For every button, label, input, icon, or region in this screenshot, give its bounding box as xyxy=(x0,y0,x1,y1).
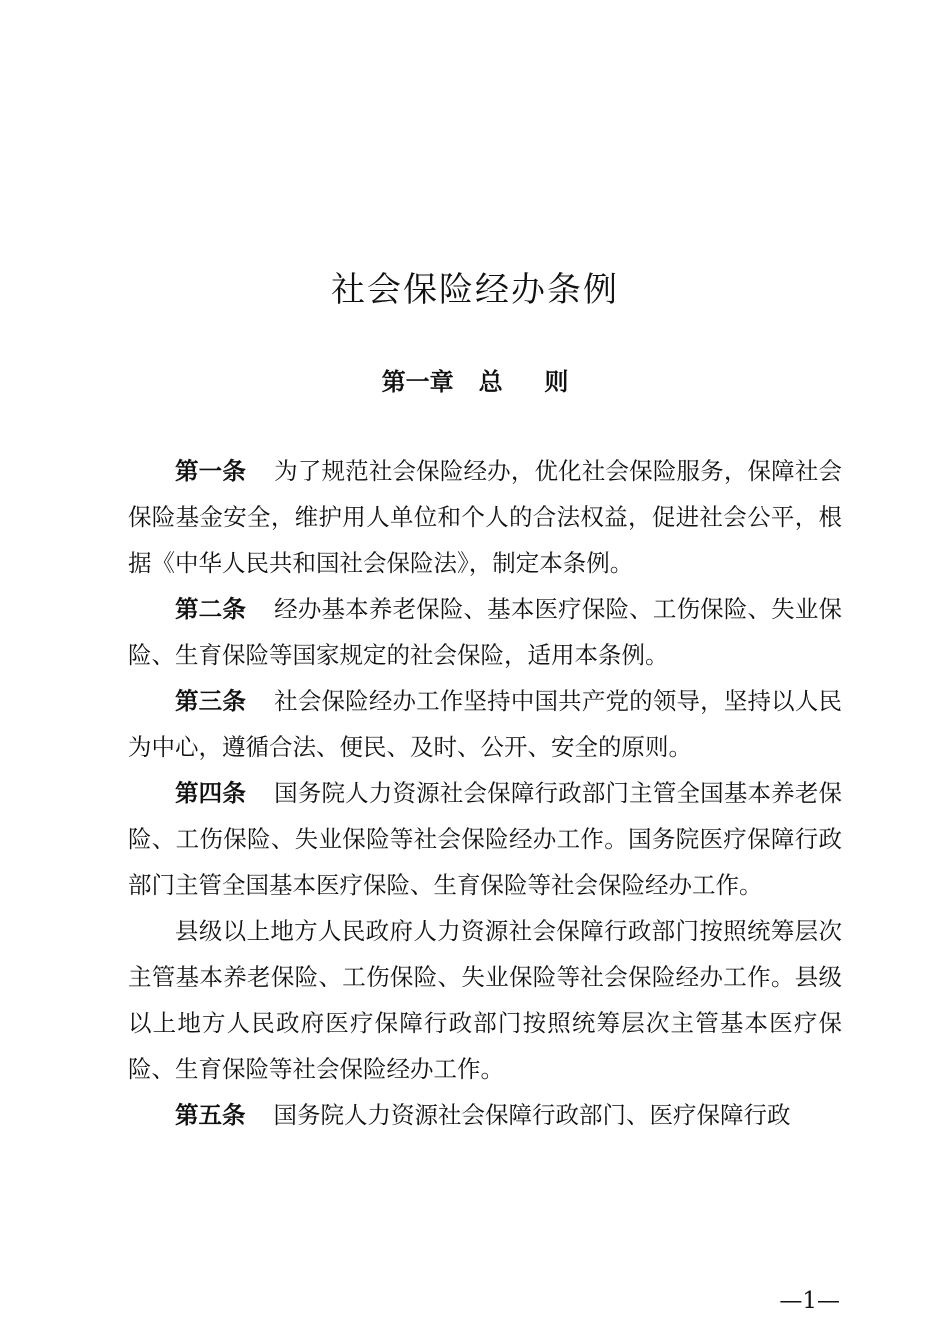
article-paragraph xyxy=(128,678,842,770)
article-number: 第二条 xyxy=(175,595,246,623)
article-paragraph xyxy=(128,1092,842,1138)
document-body xyxy=(128,448,842,1138)
continuation-paragraph xyxy=(128,908,842,1092)
article-paragraph xyxy=(128,586,842,678)
article-text: 为了规范社会保险经办，优化社会保险服务，保障社会保险基金安全，维护用人单位和个人的合法权益，促进社会公平，根据《中华人民共和国社会保险法》，制定本条例。 xyxy=(128,457,842,577)
article-number: 第三条 xyxy=(175,687,246,715)
article-text: 国务院人力资源社会保障行政部门、医疗保障行政 xyxy=(273,1101,791,1129)
article-text: 国务院人力资源社会保障行政部门主管全国基本养老保险、工伤保险、失业保险等社会保险经办工作。国务院医疗保障行政部门主管全国基本医疗保险、生育保险等社会保险经办工作。 xyxy=(128,779,842,899)
article-paragraph xyxy=(128,448,842,586)
document-title: 社会保险经办条例 xyxy=(331,270,619,310)
article-paragraph xyxy=(128,770,842,908)
article-text: 社会保险经办工作坚持中国共产党的领导，坚持以人民为中心，遵循合法、便民、及时、公开、安全的原则。 xyxy=(128,687,842,761)
article-text: 经办基本养老保险、基本医疗保险、工伤保险、失业保险、生育保险等国家规定的社会保险，适用本条例。 xyxy=(128,595,842,669)
article-number: 第五条 xyxy=(175,1101,246,1129)
article-text: 县级以上地方人民政府人力资源社会保障行政部门按照统筹层次主管基本养老保险、工伤保险、失业保险等社会保险经办工作。县级以上地方人民政府医疗保障行政部门按照统筹层次主管基本医疗保险、生育保险等社会保险经办工作。 xyxy=(128,917,842,1083)
article-number: 第一条 xyxy=(175,457,246,485)
page-number: —1— xyxy=(779,1288,840,1314)
article-number: 第四条 xyxy=(175,779,246,807)
chapter-heading: 第一章 总 则 xyxy=(381,368,569,396)
